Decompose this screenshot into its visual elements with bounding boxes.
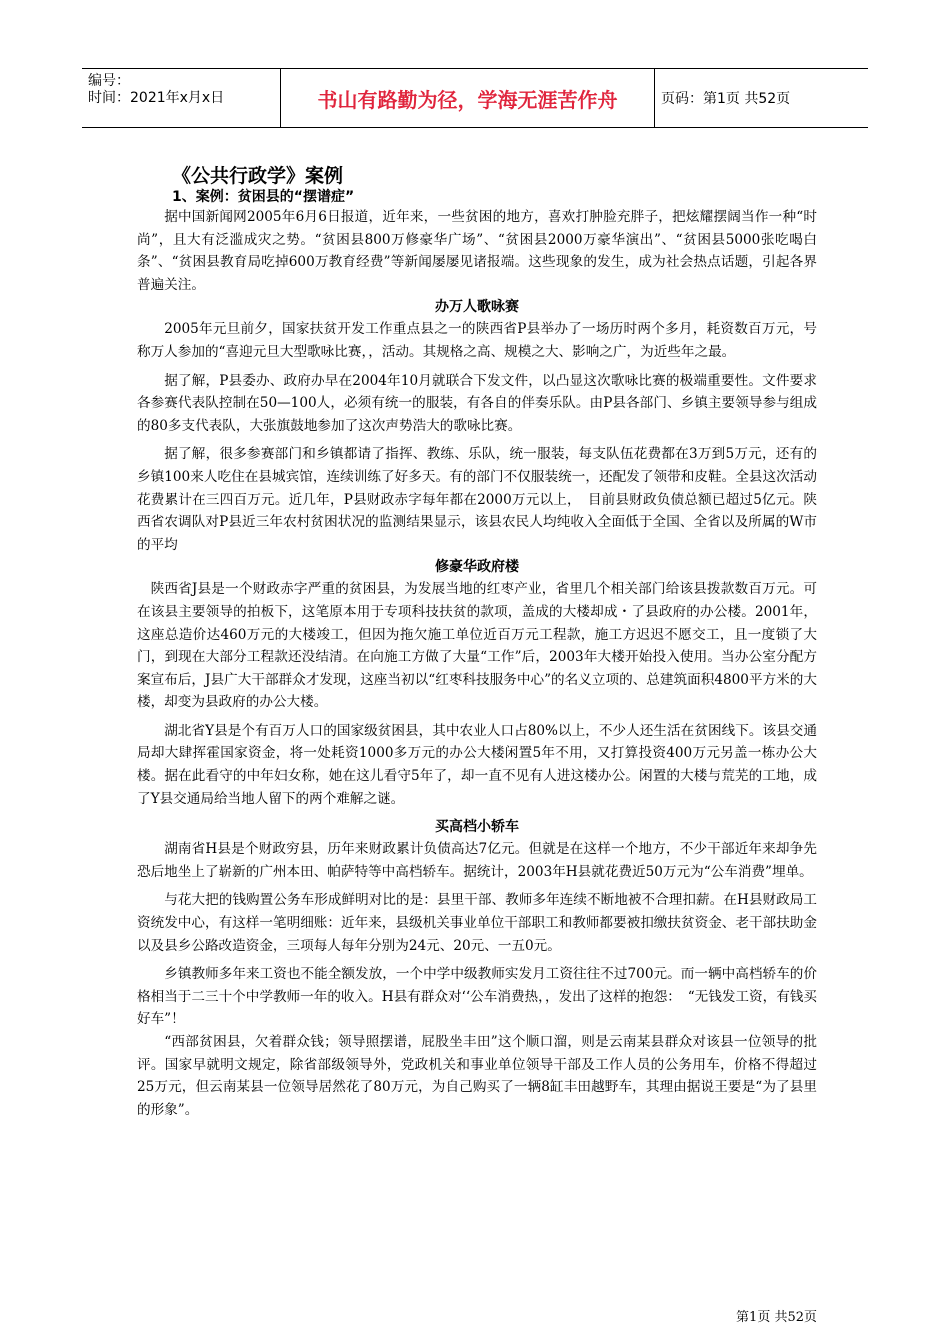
date-label: 时间：2021年x月x日 <box>88 90 225 106</box>
document-title: 《公共行政学》案例 <box>172 165 344 187</box>
paragraph: “西部贫困县，欠着群众钱；领导照摆谱，屁股坐丰田”这个顺口溜，则是云南某县群众对该县一位领导的批评。国家早就明文规定，除省部级领导外，党政机关和事业单位领导干部及工作人员的公务用车，价格不得超过25万元，但云南某县一位领导居然花了80万元，为自己购买了一辆8缸丰田越野车，其理由据说王要是“为了县里的形象”。 <box>137 1034 817 1118</box>
paragraph: 湖北省Y县是个有百万人口的国家级贫困县，其中农业人口占80%以上，不少人还生活在贫困线下。该县交通局却大肆挥霍国家资金，将一处耗资1000多万元的办公大楼闲置5年不用，又打算投资400万元另盖一栋办公大楼。据在此看守的中年妇女称，她在这儿看守5年了，却一直不见有人进这楼办公。闲置的大楼与荒芜的工地，成了Y县交通局给当地人留下的两个难解之谜。 <box>137 722 817 807</box>
paragraph: 据了解，很多参赛部门和乡镇都请了指挥、教练、乐队，统一服装，每支队伍花费都在3万到5万元，还有的乡镇100来人吃住在县城宾馆，连续训练了好多天。有的部门不仅服装统一，还配发了领带和皮鞋。全县这次活动花费累计在三四百万元。近几年，P县财政赤字每年都在2000万元以上， 目前县财政负债总额已超过5亿元。陕西省农调队对P县近三年农村贫困状况的监测结果显示，该县农民人均纯收入全面低于全国、全省以及所属的W市的平均 <box>137 446 817 553</box>
paragraph: 乡镇教师多年来工资也不能全额发放，一个中学中级教师实发月工资往往不过700元。而一辆中高档轿车的价格相当于二三十个中学教师一年的收入。H县有群众对‘‘公车消费热，，发出了这样的抱怨： “无钱发工资，有钱买好车”！ <box>137 966 817 1028</box>
paragraph: 陕西省J县是一个财政赤字严重的贫困县，为发展当地的红枣产业，省里几个相关部门给该县拨款数百万元。可在该县主要领导的拍板下，这笔原本用于专项科技扶贫的款项，盖成的大楼却成・了县政府的办公楼。2001年，这座总造价达460万元的大楼竣工，但因为拖欠施工单位近百万元工程款，施工方迟迟不愿交工，且一度锁了大门，到现在大部分工程款还没结清。在向施工方做了大量“工作”后，2003年大楼开始投入使用。当办公室分配方案宣布后，J县广大干部群众才发现，这座当初以“红枣科技服务中心”的名义立项的、总建筑面积4800平方米的大楼，却变为县政府的办公大楼。 <box>137 581 817 711</box>
header-motto: 书山有路勤为径，学海无涯苦作舟 <box>281 69 655 127</box>
header-page-info: 页码：第1页 共52页 <box>661 91 791 107</box>
header-meta <box>82 69 281 127</box>
paragraph: 据了解，P县委办、政府办早在2004年10月就联合下发文件，以凸显这次歌咏比赛的极端重要性。文件要求各参赛代表队控制在50—100人，必须有统一的服装，有各自的伴奏乐队。由P县各部门、乡镇主要领导参与组成的80多支代表队，大张旗鼓地参加了这次声势浩大的歌咏比赛。 <box>137 372 817 434</box>
paragraph: 湖南省H县是个财政穷县，历年来财政累计负债高达7亿元。但就是在这样一个地方，不少干部近年来却争先恐后地坐上了崭新的广州本田、帕萨特等中高档轿车。据统计，2003年H县就花费近50万元为“公车消费”埋单。 <box>137 841 817 880</box>
document-body <box>137 206 817 1121</box>
paragraph: 2005年元旦前夕，国家扶贫开发工作重点县之一的陕西省P县举办了一场历时两个多月，耗资数百万元，号称万人参加的“喜迎元旦大型歌咏比赛，，活动。其规格之高、规模之大、影响之广，为近些年之最。 <box>137 321 817 360</box>
code-label: 编号： <box>88 73 130 89</box>
page-footer: 第1页 共52页 <box>736 1310 817 1325</box>
paragraph: 与花大把的钱购置公务车形成鲜明对比的是：县里干部、教师多年连续不断地被不合理扣薪。在H县财政局工资统发中心，有这样一笔明细账：近年来，县级机关事业单位干部职工和教师都要被扣缴扶贫资金、老干部扶助金以及县乡公路改造资金，三项每人每年分别为24元、20元、一五0元。 <box>137 892 817 954</box>
case-subtitle: 1、案例：贫困县的“摆谱症” <box>172 189 355 205</box>
page-header <box>82 68 868 128</box>
section-heading: 修豪华政府楼 <box>435 559 519 576</box>
paragraph: 据中国新闻网2005年6月6日报道，近年来，一些贫困的地方，喜欢打肿脸充胖子，把炫耀摆阔当作一种“时尚”，且大有泛滥成灾之势。“贫困县800万修豪华广场”、“贫困县2000万豪华演出”、“贫困县5000张吃喝白条”、“贫困县教育局吃掉600万教育经费”等新闻屡屡见诸报端。这些现象的发生，成为社会热点话题，引起各界普遍关注。 <box>137 209 817 293</box>
section-heading: 买高档小轿车 <box>435 819 519 836</box>
section-heading: 办万人歌咏赛 <box>435 299 519 316</box>
